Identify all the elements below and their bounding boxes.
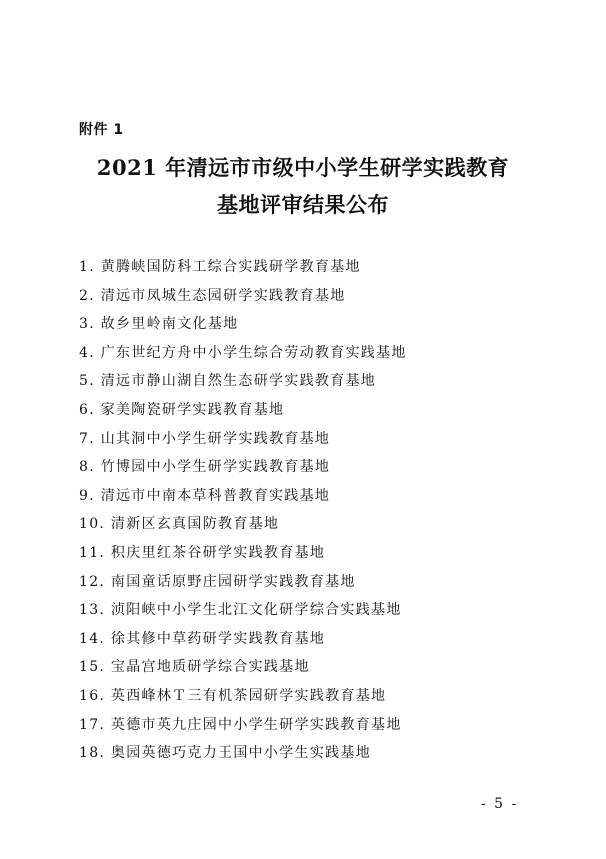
page-number: - 5 -: [481, 796, 519, 812]
list-item: 1. 黄腾峡国防科工综合实践研学教育基地: [79, 259, 361, 275]
list-item: 6. 家美陶瓷研学实践教育基地: [79, 401, 285, 418]
list-item: 18. 奥园英德巧克力王国中小学生实践基地: [79, 745, 372, 762]
result-list: [79, 253, 407, 768]
list-item: 5. 清远市静山湖自然生态研学实践教育基地: [79, 373, 377, 390]
list-item: 13. 浈阳峡中小学生北江文化研学综合实践基地: [79, 602, 402, 619]
list-item: 14. 徐其修中草药研学实践教育基地: [79, 630, 326, 647]
list-item: 16. 英西峰林Ｔ三有机茶园研学实践教育基地: [79, 687, 387, 704]
list-item: 8. 竹博园中小学生研学实践教育基地: [79, 459, 331, 476]
list-item: 12. 南国童话原野庄园研学实践教育基地: [79, 573, 356, 590]
list-item: 9. 清远市中南本草科普教育实践基地: [79, 487, 331, 504]
attachment-label: 附件 1: [79, 122, 124, 138]
list-item: 2. 清远市凤城生态园研学实践教育基地: [79, 287, 346, 304]
list-item: 15. 宝晶宫地质研学综合实践基地: [79, 659, 310, 676]
list-item: 4. 广东世纪方舟中小学生综合劳动教育实践基地: [79, 344, 407, 361]
document-title-line-2: 基地评审结果公布: [217, 192, 389, 217]
list-item: 17. 英德市英九庄园中小学生研学实践教育基地: [79, 716, 402, 733]
list-item: 3. 故乡里岭南文化基地: [79, 316, 239, 333]
list-item: 7. 山其洞中小学生研学实践教育基地: [79, 430, 331, 447]
list-item: 11. 积庆里红茶谷研学实践教育基地: [79, 544, 326, 561]
list-item: 10. 清新区玄真国防教育基地: [79, 516, 280, 533]
document-title-line-1: 2021 年清远市市级中小学生研学实践教育: [96, 155, 510, 180]
